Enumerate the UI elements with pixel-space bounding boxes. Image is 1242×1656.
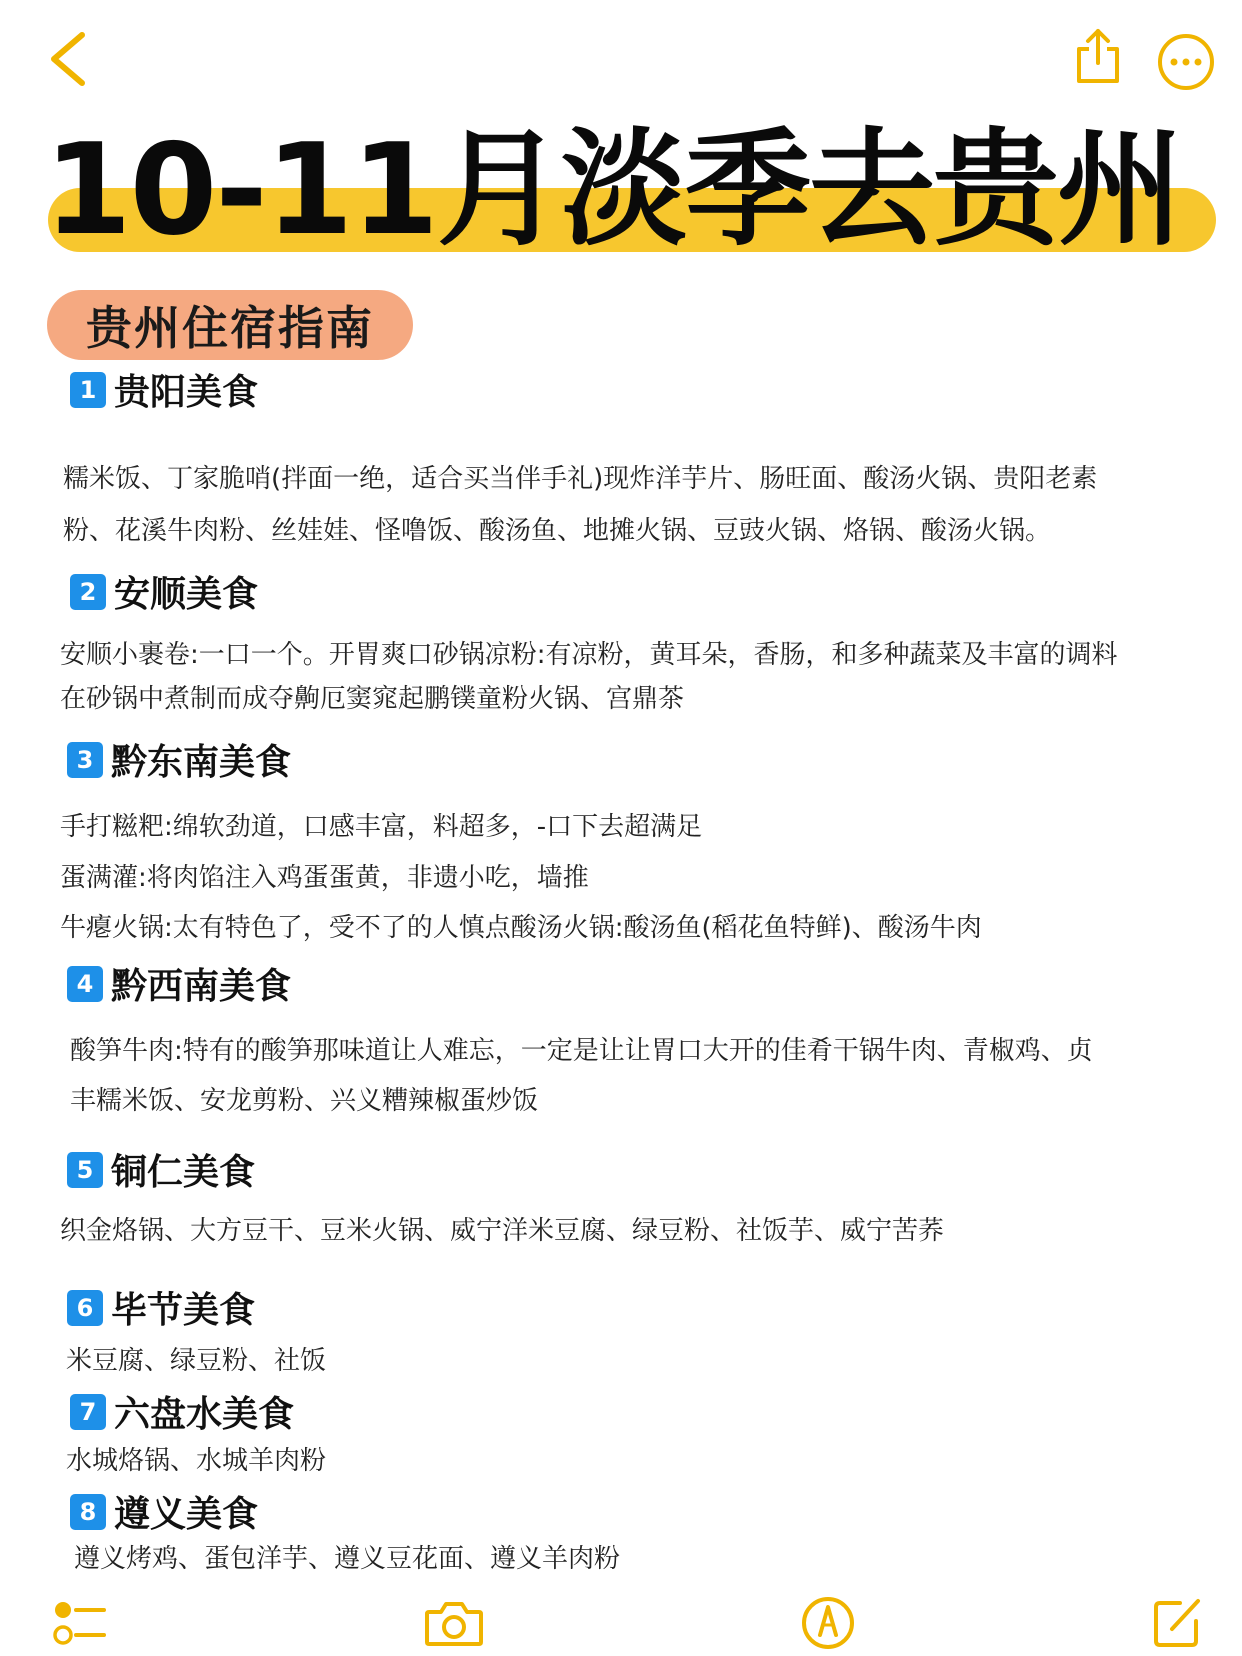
- section-title: 毕节美食: [111, 1290, 256, 1331]
- markup-button[interactable]: [800, 1594, 856, 1652]
- section-header-3: [67, 734, 291, 785]
- section-text-line: 在砂锅中煮制而成夺齁厄窦窕起鹏镤童粉火锅、宫鼎茶: [60, 684, 685, 714]
- section-text-line: 米豆腐、绿豆粉、社饭: [66, 1346, 327, 1376]
- section-text-line: 糯米饭、丁家脆哨(拌面一绝，适合买当伴手礼)现炸洋芋片、肠旺面、酸汤火锅、贵阳老素: [63, 464, 1098, 494]
- compose-button[interactable]: [1152, 1594, 1204, 1650]
- share-icon: [1073, 27, 1123, 85]
- section-title: 贵阳美食: [114, 372, 259, 413]
- section-header-8: [70, 1486, 258, 1537]
- section-header-1: [70, 364, 258, 415]
- number-badge: 4: [67, 966, 103, 1002]
- section-header-2: [70, 566, 258, 617]
- section-text-line: 安顺小裹卷:一口一个。开胃爽口砂锅凉粉:有凉粉，黄耳朵，香肠，和多种蔬菜及丰富的调料: [60, 640, 1118, 670]
- title-text: 10-11月淡季去贵州: [44, 120, 1181, 260]
- section-header-4: [67, 958, 291, 1009]
- compose-icon: [1152, 1595, 1204, 1649]
- markup-pen-icon: [800, 1595, 856, 1651]
- section-text-line: 丰糯米饭、安龙剪粉、兴义糟辣椒蛋炒饭: [70, 1086, 539, 1116]
- chevron-left-icon: [46, 29, 90, 89]
- number-badge: 1: [70, 372, 106, 408]
- number-badge: 2: [70, 574, 106, 610]
- ellipsis-circle-icon: [1156, 32, 1216, 92]
- section-pill-label: 贵州住宿指南: [86, 301, 374, 355]
- number-badge: 3: [67, 742, 103, 778]
- section-header-5: [67, 1144, 255, 1195]
- number-badge: 8: [70, 1494, 106, 1530]
- section-text-line: 牛瘪火锅:太有特色了，受不了的人慎点酸汤火锅:酸汤鱼(稻花鱼特鲜)、酸汤牛肉: [60, 913, 982, 943]
- section-title: 遵义美食: [114, 1494, 259, 1535]
- camera-button[interactable]: [422, 1596, 486, 1650]
- share-button[interactable]: [1068, 24, 1128, 88]
- section-text-line: 蛋满灌:将肉馅注入鸡蛋蛋黄，非遗小吃，墙推: [60, 863, 589, 893]
- section-title: 六盘水美食: [114, 1394, 295, 1435]
- number-badge: 7: [70, 1394, 106, 1430]
- section-text-line: 粉、花溪牛肉粉、丝娃娃、怪噜饭、酸汤鱼、地摊火锅、豆豉火锅、烙锅、酸汤火锅。: [63, 516, 1052, 546]
- section-text-line: 水城烙锅、水城羊肉粉: [66, 1446, 327, 1476]
- section-header-7: [70, 1386, 294, 1437]
- section-text-line: 织金烙锅、大方豆干、豆米火锅、威宁洋米豆腐、绿豆粉、社饭芋、威宁苦荞: [60, 1216, 945, 1246]
- section-title: 安顺美食: [114, 574, 259, 615]
- section-title: 黔东南美食: [111, 742, 292, 783]
- page-title: [44, 120, 1219, 260]
- back-button[interactable]: [40, 28, 96, 90]
- more-options-button[interactable]: [1155, 31, 1217, 93]
- section-pill: [47, 290, 413, 360]
- section-title: 黔西南美食: [111, 966, 292, 1007]
- section-title: 铜仁美食: [111, 1152, 256, 1193]
- section-text-line: 酸笋牛肉:特有的酸笋那味道让人难忘，一定是让让胃口大开的佳肴干锅牛肉、青椒鸡、贞: [70, 1036, 1093, 1066]
- number-badge: 5: [67, 1152, 103, 1188]
- section-text-line: 手打糍粑:绵软劲道，口感丰富，料超多，-口下去超满足: [60, 812, 703, 842]
- checklist-icon: [52, 1598, 108, 1648]
- section-text-line: 遵义烤鸡、蛋包洋芋、遵义豆花面、遵义羊肉粉: [74, 1544, 621, 1574]
- section-header-6: [67, 1282, 255, 1333]
- number-badge: 6: [67, 1290, 103, 1326]
- checklist-button[interactable]: [52, 1598, 108, 1648]
- camera-icon: [423, 1598, 485, 1648]
